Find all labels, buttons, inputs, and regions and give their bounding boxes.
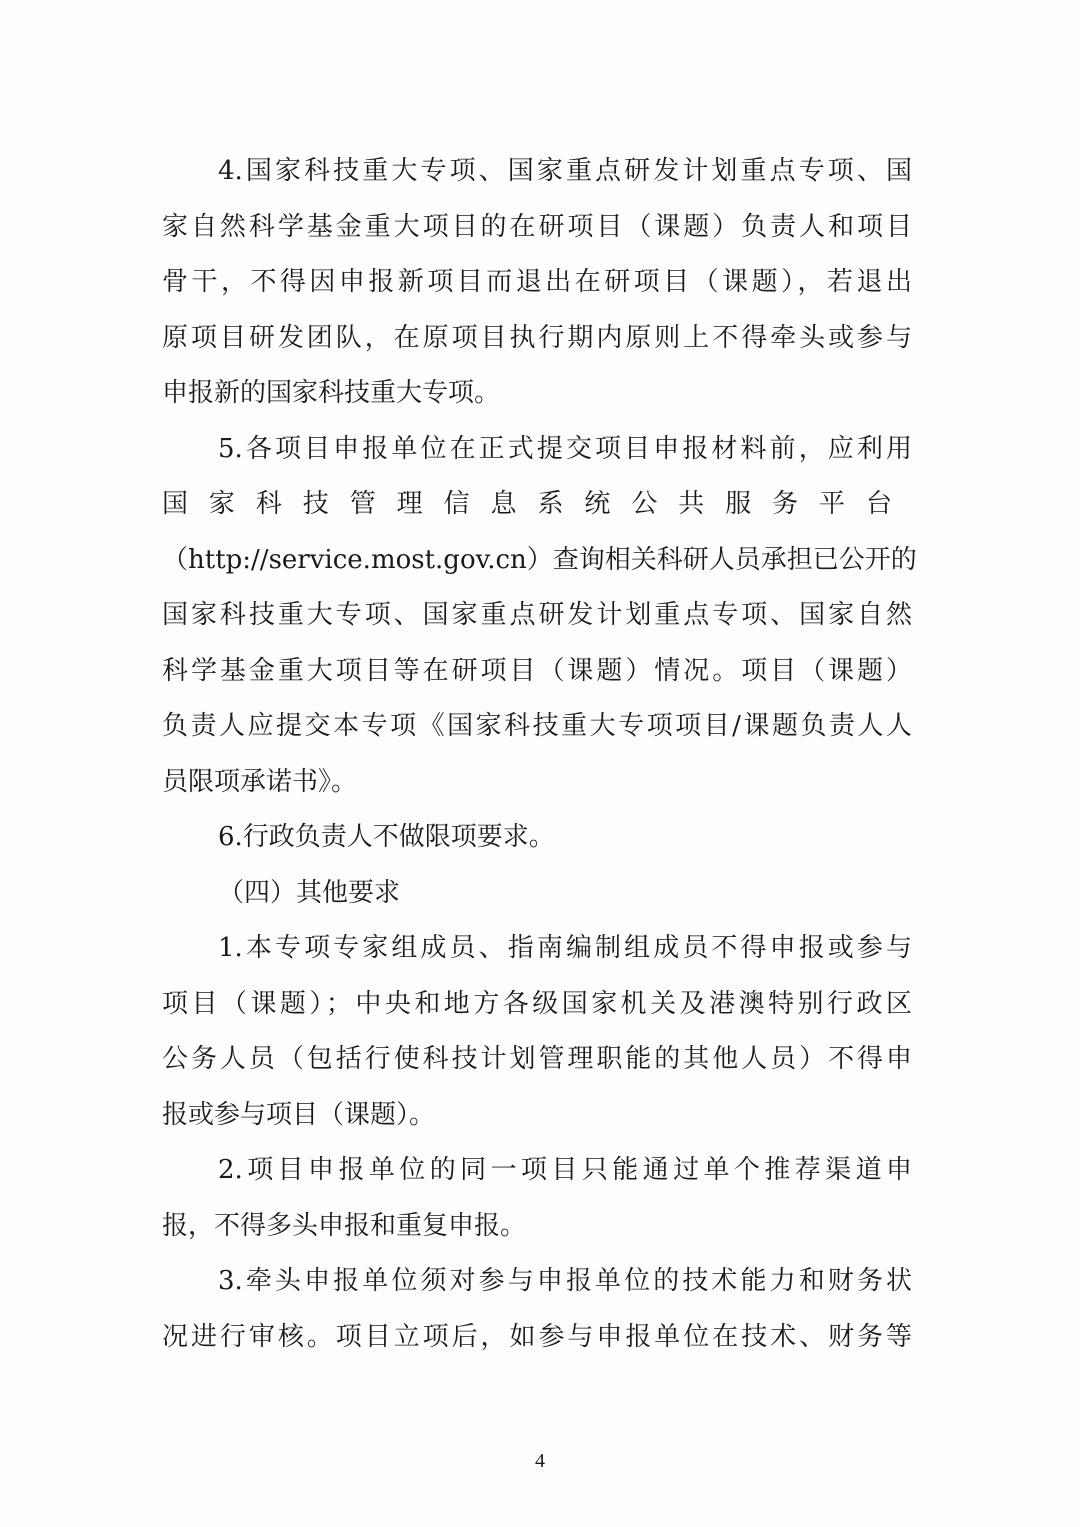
paragraph-line: 国家科技管理信息系统公共服务平台 xyxy=(162,489,912,519)
paragraph-line: 2.项目申报单位的同一项目只能通过单个推荐渠道申 xyxy=(218,1155,912,1185)
paragraph-line: 4.国家科技重大专项、国家重点研发计划重点专项、国 xyxy=(218,156,912,186)
page-number: 4 xyxy=(535,1450,545,1472)
document-body xyxy=(162,144,917,1365)
paragraph-line: 5.各项目申报单位在正式提交项目申报材料前，应利用 xyxy=(218,433,912,464)
paragraph-line: 员限项承诺书》。 xyxy=(162,766,358,797)
paragraph-line: 原项目研发团队，在原项目执行期内原则上不得牵头或参与 xyxy=(162,322,912,353)
url-line: （http://service.most.gov.cn）查询相关科研人员承担已公开的 xyxy=(162,544,917,575)
paragraph-line: 6.行政负责人不做限项要求。 xyxy=(218,822,555,852)
paragraph-line: 科学基金重大项目等在研项目（课题）情况。项目（课题） xyxy=(162,655,912,686)
paragraph-line: 况进行审核。项目立项后，如参与申报单位在技术、财务等 xyxy=(162,1321,912,1352)
paragraph-line: 项目（课题）；中央和地方各级国家机关及港澳特别行政区 xyxy=(162,988,912,1019)
paragraph-line: 国家科技重大专项、国家重点研发计划重点专项、国家自然 xyxy=(162,600,912,630)
paragraph-line: 家自然科学基金重大项目的在研项目（课题）负责人和项目 xyxy=(162,211,912,242)
paragraph-line: 骨干，不得因申报新项目而退出在研项目（课题），若退出 xyxy=(162,267,912,297)
paragraph-line: 3.牵头申报单位须对参与申报单位的技术能力和财务状 xyxy=(218,1266,912,1296)
section-heading: （四）其他要求 xyxy=(218,877,401,908)
paragraph-line: 报，不得多头申报和重复申报。 xyxy=(162,1210,527,1241)
paragraph-line: 公务人员（包括行使科技计划管理职能的其他人员）不得申 xyxy=(162,1044,912,1074)
paragraph-line: 申报新的国家科技重大专项。 xyxy=(162,378,501,408)
paragraph-line: 报或参与项目（课题）。 xyxy=(162,1099,436,1130)
paragraph-line: 1.本专项专家组成员、指南编制组成员不得申报或参与 xyxy=(218,933,912,963)
paragraph-line: 负责人应提交本专项《国家科技重大专项项目/课题负责人人 xyxy=(162,711,912,741)
